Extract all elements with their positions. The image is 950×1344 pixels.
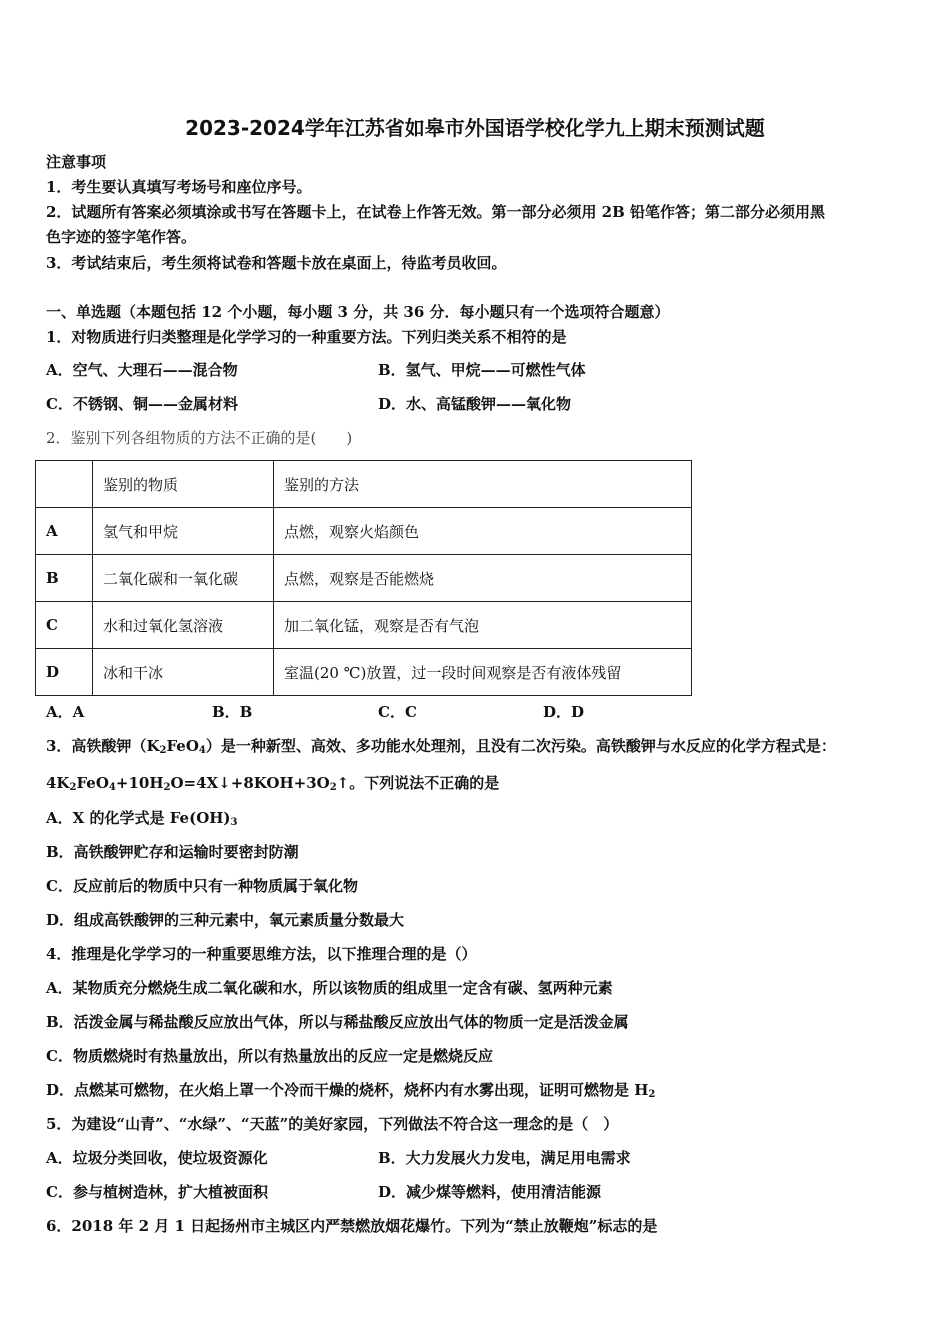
table-cell: 室温(20 ℃)放置，过一段时间观察是否有液体残留 [274, 649, 692, 696]
table-cell: 冰和干冰 [93, 649, 274, 696]
question-4-stem: 4．推理是化学学习的一种重要思维方法，以下推理合理的是（） [46, 945, 477, 963]
question-2-option-c: C．C [378, 703, 417, 721]
question-1-option-d: D．水、高锰酸钾——氧化物 [378, 395, 572, 413]
question-3-stem: 3．高铁酸钾$(K_2FeO_4)$是一种新型、高效、多功能水处理剂，且没有二次污染。高铁酸钾与水反应的化学方程式是： [46, 737, 836, 756]
notice-item-3: 3．考试结束后，考生须将试卷和答题卡放在桌面上，待监考员收回。 [46, 254, 507, 272]
notice-item-2: 2．试题所有答案必须填涂或书写在答题卡上，在试卷上作答无效。第一部分必须用 2B 铅笔作答；第二部分必须用黑 [46, 203, 826, 221]
question-1-option-b: B．氢气、甲烷——可燃性气体 [378, 361, 586, 379]
table-cell: 点燃，观察火焰颜色 [274, 508, 692, 555]
table-header-cell [36, 461, 93, 508]
table-row [36, 555, 692, 602]
question-5-stem: 5．为建设“山青”、“水绿”、“天蓝”的美好家园，下列做法不符合这一理念的是（ ） [46, 1115, 619, 1133]
table-cell: A [36, 508, 93, 555]
question-3-option-b: B．高铁酸钾贮存和运输时要密封防潮 [46, 843, 299, 861]
question-1-option-a: A．空气、大理石——混合物 [46, 361, 238, 379]
table-cell: 加二氧化锰，观察是否有气泡 [274, 602, 692, 649]
question-2-option-a: A．A [46, 703, 85, 721]
table-row [36, 649, 692, 696]
question-2-option-b: B．B [212, 703, 253, 721]
section-heading: 一、单选题（本题包括 12 个小题，每小题 3 分，共 36 分．每小题只有一个选项符合题意） [46, 303, 670, 321]
table-row [36, 602, 692, 649]
page-title: 2023-2024学年江苏省如皋市外国语学校化学九上期末预测试题 [185, 116, 765, 140]
question-3-equation: $4K_2FeO_4+10H_2O=4X↓+8KOH+3O_2↑$。下列说法不正确的是 [46, 774, 500, 793]
table-cell: 水和过氧化氢溶液 [93, 602, 274, 649]
question-5-option-b: B．大力发展火力发电，满足用电需求 [378, 1149, 631, 1167]
question-4-option-d: D．点燃某可燃物，在火焰上罩一个冷而干燥的烧杯，烧杯内有水雾出现，证明可燃物是 $H_2$ [46, 1081, 656, 1100]
question-1-stem: 1．对物质进行归类整理是化学学习的一种重要方法。下列归类关系不相符的是 [46, 328, 567, 346]
notice-heading: 注意事项 [46, 153, 107, 171]
table-cell: 二氧化碳和一氧化碳 [93, 555, 274, 602]
table-cell: 氢气和甲烷 [93, 508, 274, 555]
table-header-cell: 鉴别的物质 [93, 461, 274, 508]
question-4-option-a: A．某物质充分燃烧生成二氧化碳和水，所以该物质的组成里一定含有碳、氢两种元素 [46, 979, 613, 997]
question-5-option-a: A．垃圾分类回收，使垃圾资源化 [46, 1149, 268, 1167]
notice-item-2-cont: 色字迹的签字笔作答。 [46, 228, 197, 246]
table-cell: C [36, 602, 93, 649]
table-row [36, 508, 692, 555]
question-4-option-b: B．活泼金属与稀盐酸反应放出气体，所以与稀盐酸反应放出气体的物质一定是活泼金属 [46, 1013, 629, 1031]
table-header-row [36, 461, 692, 508]
table-cell: D [36, 649, 93, 696]
question-3-option-a: A．X 的化学式是 $Fe(OH)_3$ [46, 809, 238, 828]
question-2-option-d: D．D [543, 703, 585, 721]
question-5-option-c: C．参与植树造林，扩大植被面积 [46, 1183, 268, 1201]
notice-item-1: 1．考生要认真填写考场号和座位序号。 [46, 178, 312, 196]
question-6-stem: 6．2018 年 2 月 1 日起扬州市主城区内严禁燃放烟花爆竹。下列为“禁止放鞭炮”标志的是 [46, 1217, 658, 1235]
question-4-option-c: C．物质燃烧时有热量放出，所以有热量放出的反应一定是燃烧反应 [46, 1047, 493, 1065]
question-2-stem: 2．鉴别下列各组物质的方法不正确的是( ) [46, 429, 353, 447]
question-3-option-c: C．反应前后的物质中只有一种物质属于氧化物 [46, 877, 358, 895]
question-5-option-d: D．减少煤等燃料，使用清洁能源 [378, 1183, 602, 1201]
table-header-cell: 鉴别的方法 [274, 461, 692, 508]
question-2-table [35, 460, 692, 696]
question-1-option-c: C．不锈钢、铜——金属材料 [46, 395, 238, 413]
table-cell: 点燃，观察是否能燃烧 [274, 555, 692, 602]
table-cell: B [36, 555, 93, 602]
question-3-option-d: D．组成高铁酸钾的三种元素中，氧元素质量分数最大 [46, 911, 405, 929]
